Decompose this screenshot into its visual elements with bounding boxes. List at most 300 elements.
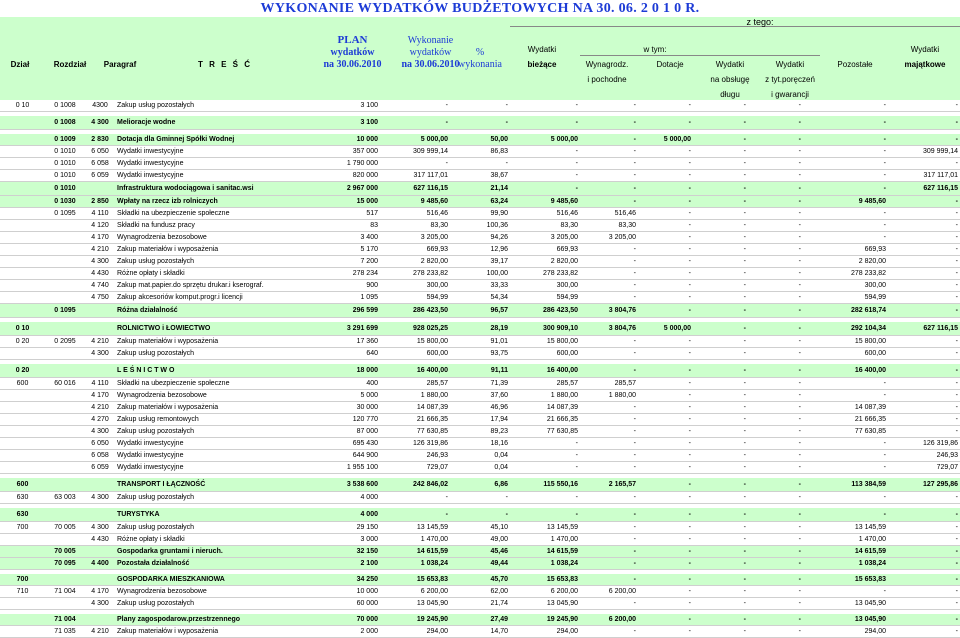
rozdzial-cell (45, 220, 85, 232)
dotacje-cell: - (638, 438, 693, 450)
pozostale-cell: 15 653,83 (803, 574, 888, 586)
paragraf-cell: 4 300 (85, 116, 115, 130)
biezace-cell: 516,46 (510, 208, 580, 220)
procent-cell: 27,49 (450, 614, 510, 626)
dzial-cell: 0 20 (0, 364, 45, 378)
wynagrodzenia-cell: - (580, 598, 638, 610)
obsluga-dlugu-cell: - (693, 134, 748, 146)
dotacje-cell: - (638, 364, 693, 378)
pozostale-cell: 282 618,74 (803, 304, 888, 318)
wykonanie-cell: 21 666,35 (380, 414, 450, 426)
procent-cell: - (450, 100, 510, 112)
tresc-cell: TRANSPORT I ŁĄCZNOŚĆ (115, 478, 310, 492)
table-row (0, 208, 960, 220)
pozostale-cell: 9 485,60 (803, 196, 888, 208)
wynagrodzenia-cell: - (580, 558, 638, 570)
poreczenia-cell: - (748, 438, 803, 450)
obsluga-dlugu-cell: - (693, 414, 748, 426)
tresc-cell: Zakup akcesoriów komput.progr.i licencji (115, 292, 310, 304)
rozdzial-cell (45, 292, 85, 304)
procent-cell: - (450, 116, 510, 130)
majatkowe-cell: - (888, 336, 960, 348)
dotacje-cell: - (638, 304, 693, 318)
wynagrodzenia-cell: - (580, 574, 638, 586)
biezace-cell: 13 045,90 (510, 598, 580, 610)
dotacje-cell: - (638, 626, 693, 638)
wynagrodzenia-cell: - (580, 336, 638, 348)
pozostale-cell: 300,00 (803, 280, 888, 292)
paragraf-cell: 4 300 (85, 492, 115, 504)
procent-cell: 33,33 (450, 280, 510, 292)
paragraf-cell: 2 850 (85, 196, 115, 208)
tresc-cell: Pozostała działalność (115, 558, 310, 570)
paragraf-cell: 6 058 (85, 450, 115, 462)
procent-cell: 37,60 (450, 390, 510, 402)
plan-cell: 3 000 (310, 534, 380, 546)
paragraf-cell (85, 304, 115, 318)
majatkowe-cell: - (888, 414, 960, 426)
wykonanie-cell: 3 205,00 (380, 232, 450, 244)
pozostale-cell: 292 104,34 (803, 322, 888, 336)
rozdzial-cell (45, 364, 85, 378)
dzial-cell (0, 146, 45, 158)
table-row (0, 100, 960, 112)
pozostale-cell: - (803, 586, 888, 598)
table-row (0, 220, 960, 232)
tresc-cell: Wpłaty na rzecz izb rolniczych (115, 196, 310, 208)
paragraf-cell: 4 300 (85, 522, 115, 534)
table-row (0, 462, 960, 474)
rozdzial-cell: 60 016 (45, 378, 85, 390)
pozostale-cell: - (803, 100, 888, 112)
rozdzial-cell: 70 005 (45, 546, 85, 558)
rozdzial-cell (45, 438, 85, 450)
biezace-cell: 669,93 (510, 244, 580, 256)
poreczenia-cell: - (748, 220, 803, 232)
wykonanie-cell: 14 087,39 (380, 402, 450, 414)
rozdzial-cell: 71 004 (45, 614, 85, 626)
procent-cell: 18,16 (450, 438, 510, 450)
procent-cell: 39,17 (450, 256, 510, 268)
wynagrodzenia-cell: - (580, 134, 638, 146)
dotacje-cell: - (638, 378, 693, 390)
tresc-cell: Zakup usług pozostałych (115, 256, 310, 268)
biezace-cell: 15 800,00 (510, 336, 580, 348)
pozostale-cell: - (803, 232, 888, 244)
tresc-cell: ROLNICTWO i ŁOWIECTWO (115, 322, 310, 336)
paragraf-cell: 4 210 (85, 244, 115, 256)
table-row (0, 522, 960, 534)
paragraf-cell (85, 508, 115, 522)
biezace-cell: 294,00 (510, 626, 580, 638)
plan-cell: 3 100 (310, 100, 380, 112)
biezace-cell: 6 200,00 (510, 586, 580, 598)
procent-cell: 62,00 (450, 586, 510, 598)
paragraf-cell: 4 170 (85, 232, 115, 244)
tresc-cell: Składki na fundusz pracy (115, 220, 310, 232)
dzial-cell (0, 208, 45, 220)
poreczenia-cell: - (748, 598, 803, 610)
pozostale-cell: - (803, 208, 888, 220)
plan-cell: 517 (310, 208, 380, 220)
biezace-cell: 1 470,00 (510, 534, 580, 546)
poreczenia-cell: - (748, 256, 803, 268)
rozdzial-cell (45, 414, 85, 426)
wynagrodzenia-cell: - (580, 438, 638, 450)
table-row-subtotal (0, 574, 960, 586)
obsluga-dlugu-cell: - (693, 170, 748, 182)
majatkowe-cell: - (888, 492, 960, 504)
poreczenia-cell: - (748, 586, 803, 598)
obsluga-dlugu-cell: - (693, 146, 748, 158)
poreczenia-cell: - (748, 116, 803, 130)
biezace-cell: 1 880,00 (510, 390, 580, 402)
dzial-cell (0, 268, 45, 280)
plan-cell: 30 000 (310, 402, 380, 414)
procent-cell: 0,04 (450, 462, 510, 474)
dotacje-cell: - (638, 508, 693, 522)
majatkowe-cell: - (888, 378, 960, 390)
table-row-subtotal (0, 322, 960, 336)
wykonanie-cell: 15 653,83 (380, 574, 450, 586)
wykonanie-cell: 77 630,85 (380, 426, 450, 438)
obsluga-dlugu-cell: - (693, 522, 748, 534)
obsluga-dlugu-cell: - (693, 244, 748, 256)
dzial-cell: 600 (0, 378, 45, 390)
biezace-cell: - (510, 146, 580, 158)
pozostale-cell: - (803, 438, 888, 450)
dotacje-cell: - (638, 450, 693, 462)
dzial-cell: 600 (0, 478, 45, 492)
pozostale-cell: 14 615,59 (803, 546, 888, 558)
tresc-cell: Zakup usług pozostałych (115, 598, 310, 610)
dotacje-cell: - (638, 614, 693, 626)
poreczenia-cell: - (748, 134, 803, 146)
header-porecz-1: Wydatki (775, 60, 805, 69)
plan-cell: 32 150 (310, 546, 380, 558)
obsluga-dlugu-cell: - (693, 492, 748, 504)
biezace-cell: - (510, 100, 580, 112)
table-row-subtotal (0, 182, 960, 196)
pozostale-cell: 594,99 (803, 292, 888, 304)
dotacje-cell: - (638, 182, 693, 196)
majatkowe-cell: - (888, 134, 960, 146)
majatkowe-cell: - (888, 534, 960, 546)
rozdzial-cell: 63 003 (45, 492, 85, 504)
paragraf-cell: 6 050 (85, 438, 115, 450)
wykonanie-cell: 729,07 (380, 462, 450, 474)
table-row (0, 598, 960, 610)
paragraf-cell: 4 300 (85, 256, 115, 268)
tresc-cell: Wydatki inwestycyjne (115, 462, 310, 474)
dzial-cell (0, 450, 45, 462)
majatkowe-cell: - (888, 116, 960, 130)
wynagrodzenia-cell: - (580, 100, 638, 112)
tresc-cell: Różne opłaty i składki (115, 268, 310, 280)
tresc-cell: Zakup usług pozostałych (115, 426, 310, 438)
rozdzial-cell: 71 004 (45, 586, 85, 598)
poreczenia-cell: - (748, 508, 803, 522)
rozdzial-cell (45, 232, 85, 244)
poreczenia-cell: - (748, 390, 803, 402)
header-plan-2: wydatków (330, 47, 375, 58)
wykonanie-cell: 13 145,59 (380, 522, 450, 534)
obsluga-dlugu-cell: - (693, 268, 748, 280)
tresc-cell: Wydatki inwestycyjne (115, 146, 310, 158)
rozdzial-cell (45, 534, 85, 546)
paragraf-cell: 4 430 (85, 268, 115, 280)
plan-cell: 3 400 (310, 232, 380, 244)
wynagrodzenia-cell: - (580, 414, 638, 426)
header-obsl-1: Wydatki (715, 60, 745, 69)
majatkowe-cell: - (888, 508, 960, 522)
procent-cell: 6,86 (450, 478, 510, 492)
tresc-cell: Gospodarka gruntami i nieruch. (115, 546, 310, 558)
dotacje-cell: 5 000,00 (638, 134, 693, 146)
obsluga-dlugu-cell: - (693, 626, 748, 638)
poreczenia-cell: - (748, 280, 803, 292)
majatkowe-cell: 627 116,15 (888, 322, 960, 336)
majatkowe-cell: - (888, 598, 960, 610)
table-row (0, 170, 960, 182)
wynagrodzenia-cell: 3 205,00 (580, 232, 638, 244)
procent-cell: 54,34 (450, 292, 510, 304)
procent-cell: 17,94 (450, 414, 510, 426)
pozostale-cell: 13 145,59 (803, 522, 888, 534)
obsluga-dlugu-cell: - (693, 438, 748, 450)
pozostale-cell: - (803, 182, 888, 196)
procent-cell: 100,36 (450, 220, 510, 232)
pozostale-cell: 600,00 (803, 348, 888, 360)
header-paragraf: Paragraf (103, 60, 137, 69)
paragraf-cell: 4 170 (85, 586, 115, 598)
plan-cell: 5 170 (310, 244, 380, 256)
paragraf-cell: 4 270 (85, 414, 115, 426)
wykonanie-cell: 294,00 (380, 626, 450, 638)
majatkowe-cell: - (888, 586, 960, 598)
biezace-cell: - (510, 158, 580, 170)
paragraf-cell (85, 478, 115, 492)
pozostale-cell: 113 384,59 (803, 478, 888, 492)
rozdzial-cell: 0 1010 (45, 182, 85, 196)
biezace-cell: - (510, 438, 580, 450)
poreczenia-cell: - (748, 100, 803, 112)
paragraf-cell: 4 210 (85, 336, 115, 348)
rozdzial-cell: 0 1008 (45, 100, 85, 112)
pozostale-cell: 1 470,00 (803, 534, 888, 546)
procent-cell: 49,00 (450, 534, 510, 546)
tresc-cell: TURYSTYKA (115, 508, 310, 522)
biezace-cell: 21 666,35 (510, 414, 580, 426)
header-dotacje: Dotacje (656, 60, 684, 69)
dotacje-cell: - (638, 196, 693, 208)
dotacje-cell: - (638, 478, 693, 492)
wykonanie-cell: 286 423,50 (380, 304, 450, 318)
majatkowe-cell: 127 295,86 (888, 478, 960, 492)
plan-cell: 3 100 (310, 116, 380, 130)
plan-cell: 7 200 (310, 256, 380, 268)
poreczenia-cell: - (748, 574, 803, 586)
table-row (0, 534, 960, 546)
majatkowe-cell: 729,07 (888, 462, 960, 474)
wynagrodzenia-cell: - (580, 268, 638, 280)
rozdzial-cell (45, 348, 85, 360)
majatkowe-cell: - (888, 158, 960, 170)
dzial-cell (0, 182, 45, 196)
majatkowe-cell: - (888, 196, 960, 208)
procent-cell: 100,00 (450, 268, 510, 280)
tresc-cell: Melioracje wodne (115, 116, 310, 130)
rozdzial-cell (45, 390, 85, 402)
pozostale-cell: 13 045,90 (803, 598, 888, 610)
table-row (0, 232, 960, 244)
procent-cell: 21,14 (450, 182, 510, 196)
tresc-cell: Zakup materiałów i wyposażenia (115, 336, 310, 348)
dotacje-cell: - (638, 220, 693, 232)
dotacje-cell: - (638, 574, 693, 586)
rozdzial-cell: 70 005 (45, 522, 85, 534)
wykonanie-cell: 300,00 (380, 280, 450, 292)
dzial-cell: 630 (0, 492, 45, 504)
dzial-cell (0, 598, 45, 610)
wykonanie-cell: 627 116,15 (380, 182, 450, 196)
dzial-cell (0, 534, 45, 546)
plan-cell: 357 000 (310, 146, 380, 158)
pozostale-cell: 1 038,24 (803, 558, 888, 570)
table-row-subtotal (0, 364, 960, 378)
dotacje-cell: - (638, 402, 693, 414)
procent-cell: 49,44 (450, 558, 510, 570)
dotacje-cell: - (638, 244, 693, 256)
tresc-cell: Składki na ubezpieczenie społeczne (115, 208, 310, 220)
table-row (0, 158, 960, 170)
table-row-subtotal (0, 116, 960, 130)
table-row-subtotal (0, 546, 960, 558)
rozdzial-cell: 0 1008 (45, 116, 85, 130)
dzial-cell (0, 244, 45, 256)
procent-cell: 91,01 (450, 336, 510, 348)
obsluga-dlugu-cell: - (693, 182, 748, 196)
wykonanie-cell: 242 846,02 (380, 478, 450, 492)
obsluga-dlugu-cell: - (693, 348, 748, 360)
obsluga-dlugu-cell: - (693, 208, 748, 220)
procent-cell: - (450, 508, 510, 522)
majatkowe-cell: 309 999,14 (888, 146, 960, 158)
poreczenia-cell: - (748, 232, 803, 244)
poreczenia-cell: - (748, 364, 803, 378)
biezace-cell: - (510, 170, 580, 182)
pozostale-cell: - (803, 170, 888, 182)
majatkowe-cell: - (888, 244, 960, 256)
plan-cell: 640 (310, 348, 380, 360)
wykonanie-cell: 2 820,00 (380, 256, 450, 268)
majatkowe-cell: - (888, 546, 960, 558)
header-rozdzial: Rozdział (53, 60, 87, 69)
dotacje-cell: - (638, 558, 693, 570)
tresc-cell: L E Ś N I C T W O (115, 364, 310, 378)
biezace-cell: - (510, 492, 580, 504)
procent-cell: 86,83 (450, 146, 510, 158)
obsluga-dlugu-cell: - (693, 598, 748, 610)
wynagrodzenia-cell: - (580, 182, 638, 196)
header-porecz-3: i gwarancji (771, 90, 809, 99)
dzial-cell (0, 116, 45, 130)
pozostale-cell: 15 800,00 (803, 336, 888, 348)
wynagrodzenia-cell: 516,46 (580, 208, 638, 220)
majatkowe-cell: - (888, 304, 960, 318)
rozdzial-cell: 0 1009 (45, 134, 85, 146)
header-biez-1: Wydatki (527, 45, 557, 54)
poreczenia-cell: - (748, 546, 803, 558)
wynagrodzenia-cell: 3 804,76 (580, 322, 638, 336)
table-header (0, 17, 960, 100)
tresc-cell: Zakup usług pozostałych (115, 492, 310, 504)
wykonanie-cell: 1 038,24 (380, 558, 450, 570)
plan-cell: 10 000 (310, 134, 380, 146)
tresc-cell: Zakup usług pozostałych (115, 348, 310, 360)
poreczenia-cell: - (748, 268, 803, 280)
procent-cell: 71,39 (450, 378, 510, 390)
wynagrodzenia-cell: - (580, 244, 638, 256)
obsluga-dlugu-cell: - (693, 478, 748, 492)
pozostale-cell: - (803, 462, 888, 474)
obsluga-dlugu-cell: - (693, 390, 748, 402)
plan-cell: 3 538 600 (310, 478, 380, 492)
poreczenia-cell: - (748, 146, 803, 158)
pozostale-cell: 13 045,90 (803, 614, 888, 626)
wykonanie-cell: - (380, 100, 450, 112)
paragraf-cell (85, 546, 115, 558)
wykonanie-cell: - (380, 508, 450, 522)
obsluga-dlugu-cell: - (693, 614, 748, 626)
wykonanie-cell: 600,00 (380, 348, 450, 360)
dzial-cell (0, 232, 45, 244)
obsluga-dlugu-cell: - (693, 322, 748, 336)
header-tresc: T R E Ś Ć (197, 60, 252, 69)
rozdzial-cell: 0 1030 (45, 196, 85, 208)
majatkowe-cell: - (888, 348, 960, 360)
dotacje-cell: - (638, 336, 693, 348)
wynagrodzenia-cell: - (580, 364, 638, 378)
wynagrodzenia-cell: - (580, 546, 638, 558)
rozdzial-cell: 0 1095 (45, 304, 85, 318)
pozostale-cell: - (803, 492, 888, 504)
majatkowe-cell: - (888, 364, 960, 378)
paragraf-cell: 4 740 (85, 280, 115, 292)
plan-cell: 1 095 (310, 292, 380, 304)
table-row (0, 586, 960, 598)
majatkowe-cell: - (888, 574, 960, 586)
rozdzial-cell (45, 598, 85, 610)
dotacje-cell: - (638, 546, 693, 558)
obsluga-dlugu-cell: - (693, 336, 748, 348)
pozostale-cell: - (803, 378, 888, 390)
header-maj-1: Wydatki (910, 45, 940, 54)
wynagrodzenia-cell: - (580, 626, 638, 638)
rozdzial-cell: 0 1095 (45, 208, 85, 220)
procent-cell: 38,67 (450, 170, 510, 182)
pozostale-cell: 21 666,35 (803, 414, 888, 426)
header-plan-3: na 30.06.2010 (323, 59, 382, 70)
poreczenia-cell: - (748, 348, 803, 360)
dzial-cell: 630 (0, 508, 45, 522)
dzial-cell: 0 10 (0, 100, 45, 112)
rozdzial-cell: 70 095 (45, 558, 85, 570)
paragraf-cell: 4 210 (85, 402, 115, 414)
table-row (0, 426, 960, 438)
wynagrodzenia-cell: - (580, 450, 638, 462)
table-row-subtotal (0, 558, 960, 570)
